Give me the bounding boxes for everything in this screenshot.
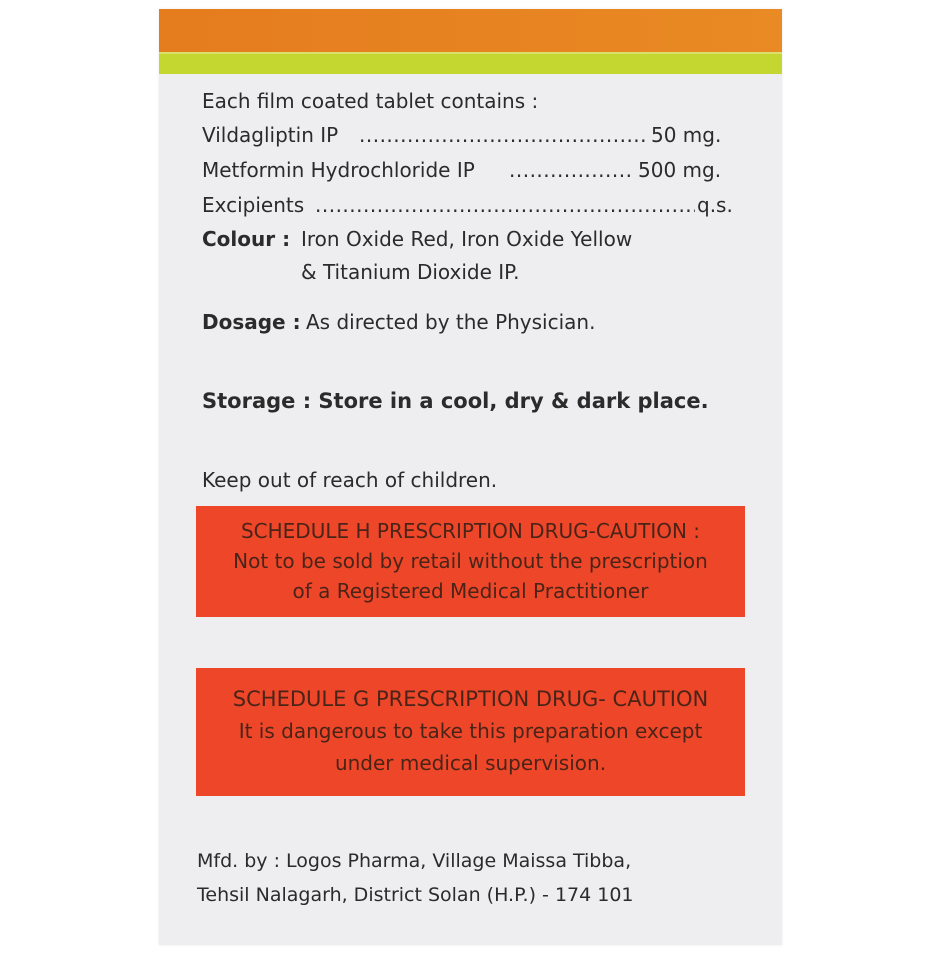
contains-heading: Each film coated tablet contains : [202,89,539,113]
ingredient-amount-excipients: q.s. [697,193,733,217]
ingredient-name-metformin: Metformin Hydrochloride IP [202,158,475,182]
colour-line-2: & Titanium Dioxide IP. [301,260,520,284]
ingredient-leader-dots [509,158,634,182]
schedule-h-caution-box [196,506,745,617]
dosage-label: Dosage : [202,310,301,334]
storage-text: Storage : Store in a cool, dry & dark place. [202,389,709,413]
schedule-g-caution-box [196,668,745,796]
schedule-g-line-2: under medical supervision. [334,751,607,775]
ingredient-leader-dots [315,193,695,217]
top-green-band [159,52,782,74]
keep-out-text: Keep out of reach of children. [202,468,498,492]
colour-line-1: Iron Oxide Red, Iron Oxide Yellow [301,227,633,251]
medicine-label-card [159,9,782,945]
colour-label: Colour : [202,227,291,251]
schedule-h-line-2: of a Registered Medical Practitioner [292,579,649,603]
dosage-text: As directed by the Physician. [306,310,596,334]
top-orange-band [159,9,782,52]
schedule-h-title: SCHEDULE H PRESCRIPTION DRUG-CAUTION : [240,519,701,543]
manufacturer-line-2: Tehsil Nalagarh, District Solan (H.P.) - 174 101 [197,884,634,906]
ingredient-amount-vildagliptin: 50 mg. [651,123,722,147]
ingredient-leader-dots [359,123,649,147]
schedule-h-line-1: Not to be sold by retail without the prescription [233,549,708,573]
ingredient-amount-metformin: 500 mg. [638,158,722,182]
ingredient-name-excipients: Excipients [202,193,305,217]
schedule-g-line-1: It is dangerous to take this preparation except [238,719,703,743]
manufacturer-line-1: Mfd. by : Logos Pharma, Village Maissa Tibba, [197,850,632,872]
ingredient-name-vildagliptin: Vildagliptin IP [202,123,339,147]
schedule-g-title: SCHEDULE G PRESCRIPTION DRUG- CAUTION [232,687,709,711]
